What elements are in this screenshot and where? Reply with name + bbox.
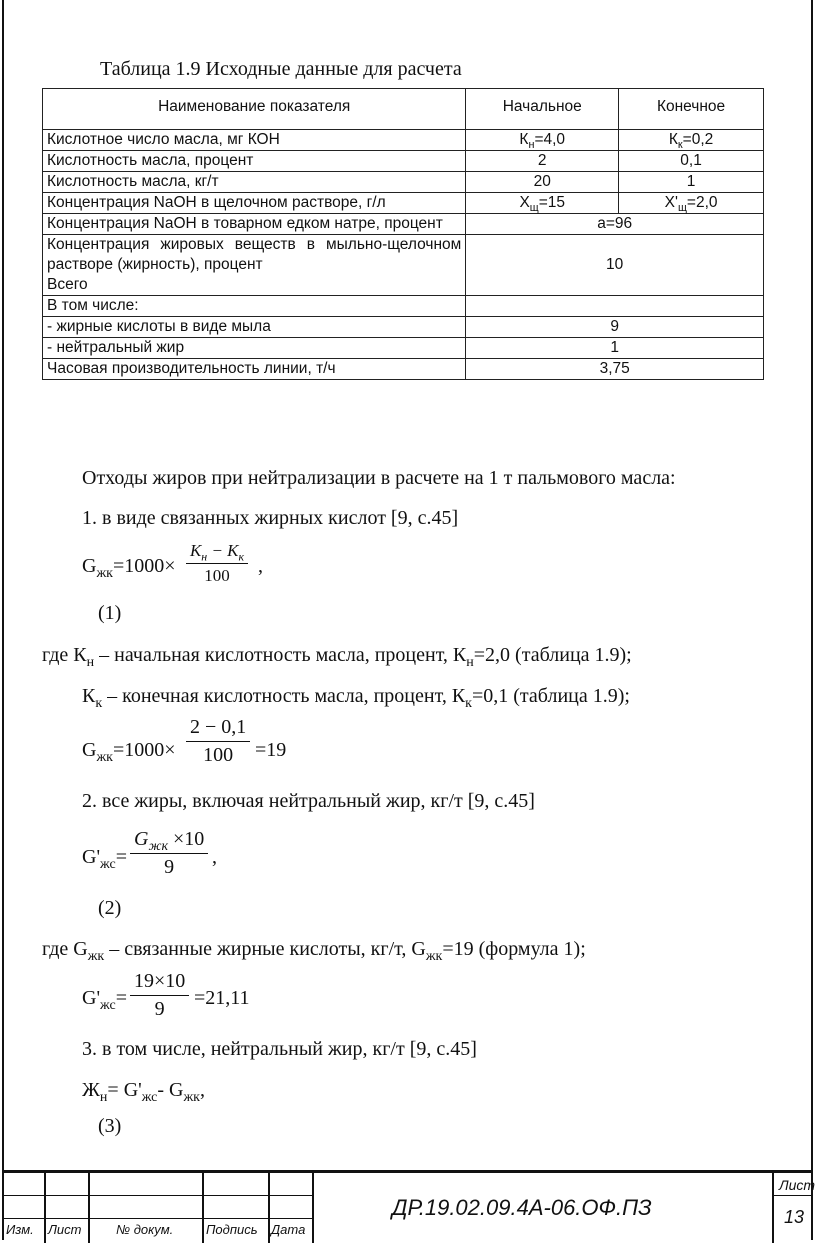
formula-2-number: (2) <box>98 897 122 919</box>
cell-value: $Х_щ=15$ <box>466 193 619 214</box>
paragraph-waste-intro: Отходы жиров при нейтрализации в расчете на 1 т пальмового масла: <box>82 467 676 489</box>
cell-value: 1 <box>619 172 764 193</box>
sheet-label: Лист <box>779 1177 816 1193</box>
table-caption: Таблица 1.9 Исходные данные для расчета <box>100 58 462 80</box>
row-label: Кислотность масла, процент <box>43 151 466 172</box>
row-label: - нейтральный жир <box>43 338 466 359</box>
formula-1-fraction: $К_н - К_к$ 100 <box>186 541 248 586</box>
list-item-1: 1. в виде связанных жирных кислот [9, с.45] <box>82 507 459 529</box>
stamp-divider <box>312 1173 314 1243</box>
calc-1-result: =19 <box>255 739 287 761</box>
cell-value: 0,1 <box>619 151 764 172</box>
stamp-divider <box>88 1173 90 1243</box>
table-row <box>43 214 764 235</box>
table-row <box>43 172 764 193</box>
formula-1-lhs: $G_{жк}=1000\times$ <box>82 555 176 581</box>
where-bound-acids: где $G_{жк}$ – связанные жирные кислоты, кг/т, $G_{жк}=19$ (формула 1); <box>42 938 586 964</box>
stamp-label-change: Изм. <box>6 1222 34 1237</box>
cell-value: $К_н=4,0$ <box>466 130 619 151</box>
cell-value: $Х'_щ=2,0$ <box>619 193 764 214</box>
row-label: Концентрация NaOH в товарном едком натре, процент <box>43 214 466 235</box>
cell-empty <box>466 296 764 317</box>
table-row <box>43 193 764 214</box>
table-row <box>43 151 764 172</box>
stamp-label-signature: Подпись <box>206 1222 258 1237</box>
formula-3-number: (3) <box>98 1115 122 1137</box>
cell-value: 10 <box>466 235 764 296</box>
table-row <box>43 317 764 338</box>
table-row <box>43 296 764 317</box>
stamp-rule <box>2 1218 312 1219</box>
cell-value: $К_к=0,2$ <box>619 130 764 151</box>
cell-value: a=96 <box>466 214 764 235</box>
stamp-rule <box>2 1195 312 1196</box>
stamp-rule <box>772 1195 813 1196</box>
row-label: В том числе: <box>43 296 466 317</box>
source-data-table <box>42 88 764 380</box>
list-item-3: 3. в том числе, нейтральный жир, кг/т [9, с.45] <box>82 1038 477 1060</box>
calc-1-lhs: $G_{жк}=1000\times$ <box>82 739 176 765</box>
table-header-row <box>43 89 764 130</box>
formula-1-number: (1) <box>98 602 122 624</box>
row-label: Кислотное число масла, мг КОН <box>43 130 466 151</box>
cell-value: 9 <box>466 317 764 338</box>
where-final-acidity: $К_к$ – конечная кислотность масла, процент, $К_к=0,1$ (таблица 1.9); <box>82 685 630 711</box>
title-block <box>2 1170 816 1243</box>
cell-value: 1 <box>466 338 764 359</box>
cell-value: 2 <box>466 151 619 172</box>
table-row <box>43 130 764 151</box>
table-row <box>43 235 764 296</box>
stamp-label-document: № докум. <box>116 1222 174 1237</box>
formula-2-lhs: $G'_{жс}=$ <box>82 846 127 872</box>
calc-2-result: =21,11 <box>194 987 250 1009</box>
where-initial-acidity: где $К_н$ – начальная кислотность масла, процент, $К_н=2,0$ (таблица 1.9); <box>42 644 632 670</box>
header-indicator: Наименование показателя <box>43 89 466 130</box>
row-label: Концентрация жировых веществ в мыльно-щелочном растворе (жирность), процент Всего <box>43 235 466 296</box>
row-label: - жирные кислоты в виде мыла <box>43 317 466 338</box>
page-frame-right <box>811 0 813 1240</box>
stamp-divider <box>268 1173 270 1243</box>
formula-1-tail: , <box>258 555 263 577</box>
row-label: Кислотность масла, кг/т <box>43 172 466 193</box>
row-label: Концентрация NaOH в щелочном растворе, г/л <box>43 193 466 214</box>
stamp-divider <box>44 1173 46 1243</box>
list-item-2: 2. все жиры, включая нейтральный жир, кг/т [9, с.45] <box>82 790 535 812</box>
table-row <box>43 359 764 380</box>
formula-3: $Ж_н= G'_{жс}-$ $G_{жк}$, <box>82 1079 205 1105</box>
stamp-divider <box>202 1173 204 1243</box>
formula-2-fraction: $G_{жк} \times 10$ 9 <box>130 828 208 879</box>
calc-2-fraction: $\frac{19\times 10}{9}$ <box>130 970 189 1021</box>
document-number: ДР.19.02.09.4А-06.ОФ.ПЗ <box>392 1195 652 1220</box>
calc-1-fraction: $\frac{2 - 0,1}{100}$ <box>186 716 250 767</box>
page-frame-left <box>2 0 4 1240</box>
header-initial: Начальное <box>466 89 619 130</box>
sheet-number: 13 <box>784 1207 805 1227</box>
table-row <box>43 338 764 359</box>
stamp-label-date: Дата <box>271 1222 306 1237</box>
cell-value: 20 <box>466 172 619 193</box>
formula-2-tail: , <box>212 846 217 868</box>
row-label: Часовая производительность линии, т/ч <box>43 359 466 380</box>
cell-value: 3,75 <box>466 359 764 380</box>
calc-2-lhs: $G'_{жс}=$ <box>82 987 127 1013</box>
header-final: Конечное <box>619 89 764 130</box>
stamp-divider <box>772 1173 774 1243</box>
stamp-label-sheet: Лист <box>48 1222 82 1237</box>
